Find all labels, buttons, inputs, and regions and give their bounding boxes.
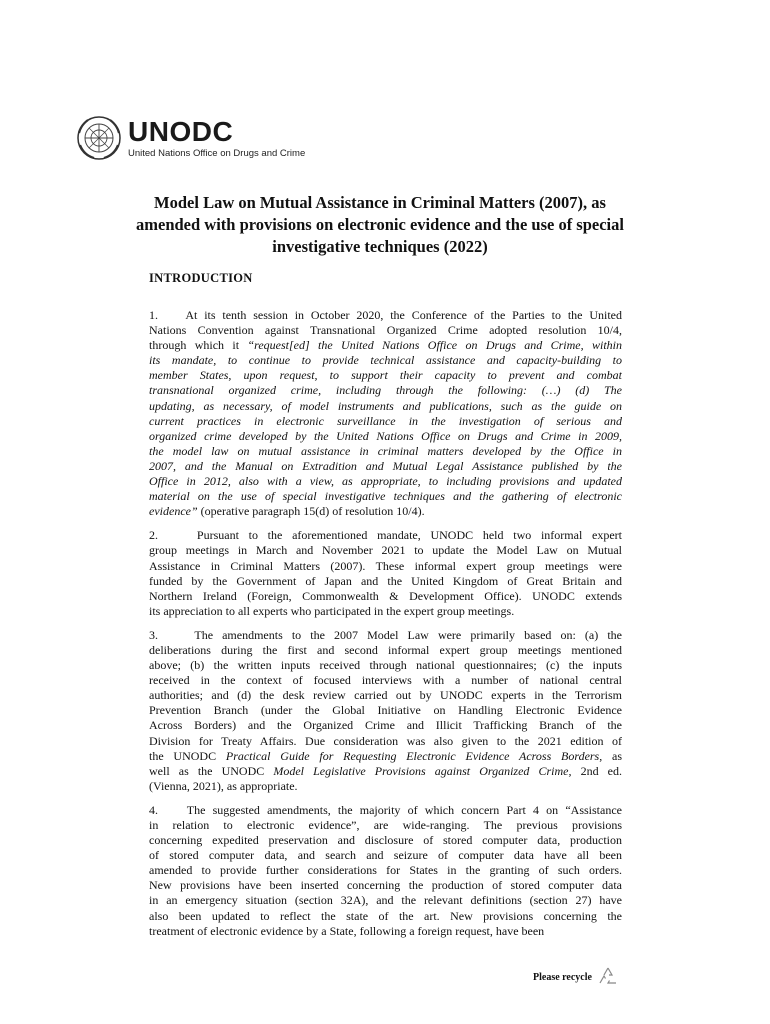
italic-segment: Office in 2012, also with a view, as appropriate, to including provisions and updated bbox=[149, 474, 622, 489]
text-line bbox=[149, 893, 622, 908]
text-line bbox=[149, 818, 622, 833]
text-segment: treatment of electronic evidence by a State, following a foreign request, have been bbox=[149, 923, 545, 938]
text-segment: also been updated to reflect the state of the art. New provisions concerning the bbox=[149, 908, 622, 923]
text-segment: in relation to electronic evidence”, are wide-ranging. The previous provisions bbox=[149, 818, 622, 832]
text-line bbox=[149, 703, 622, 718]
recycle-icon bbox=[596, 965, 620, 989]
italic-segment: transnational organized crime, including through the following: (…) (d) The bbox=[149, 383, 622, 398]
text-line bbox=[149, 589, 622, 604]
text-segment: group meetings in March and November 2021 to update the Model Law on Mutual bbox=[149, 543, 622, 558]
paragraph-3 bbox=[149, 628, 622, 794]
text-line bbox=[149, 878, 622, 893]
recycle-footer bbox=[533, 965, 620, 989]
text-line bbox=[149, 399, 622, 414]
text-segment: Assistance in Criminal Matters (2007). These informal expert group meetings were bbox=[149, 558, 622, 573]
paragraph-gap bbox=[149, 619, 622, 628]
text-segment: 1. At its tenth session in October 2020, the Conference of the Parties to the United bbox=[149, 308, 622, 322]
text-segment: of stored computer data, and search and seizure of computer data have all been bbox=[149, 848, 622, 863]
text-segment: amended to provide further considerations for States in the granting of such orders. bbox=[149, 863, 622, 878]
italic-segment: its mandate, to continue to provide technical assistance and capacity-building to bbox=[149, 353, 622, 368]
italic-segment: updating, as necessary, of model instruments and publications, such as the guide on bbox=[149, 398, 622, 413]
text-line bbox=[149, 628, 622, 643]
document-title bbox=[60, 192, 700, 258]
text-line bbox=[149, 429, 622, 444]
text-segment: Division for Treaty Affairs. Due consideration was also given to the 2021 edition of bbox=[149, 733, 622, 748]
text-line bbox=[149, 528, 622, 543]
text-line bbox=[149, 863, 622, 878]
text-segment: 3. The amendments to the 2007 Model Law were primarily based on: (a) the bbox=[149, 627, 622, 642]
text-segment: 4. The suggested amendments, the majority of which concern Part 4 on “Assistance bbox=[149, 802, 622, 817]
paragraph-gap bbox=[149, 519, 622, 528]
un-emblem-icon bbox=[76, 115, 122, 161]
text-line bbox=[149, 559, 622, 574]
text-line bbox=[149, 803, 622, 818]
text-line bbox=[149, 338, 622, 353]
text-segment: Prevention Branch (under the Global Initiative on Handling Electronic Evidence bbox=[149, 703, 622, 718]
italic-segment: Model Legislative Provisions against Organized Crime, bbox=[273, 763, 572, 778]
text-line bbox=[149, 643, 622, 658]
text-line bbox=[149, 383, 622, 398]
document-body bbox=[149, 308, 622, 939]
text-segment: in an emergency situation (section 32A), and the relevant definitions (section 27) have bbox=[149, 893, 622, 908]
italic-segment: the model law on mutual assistance in criminal matters developed by the Office in bbox=[149, 443, 622, 458]
text-segment: 2nd ed. bbox=[571, 763, 622, 778]
text-segment: authorities; and (d) the desk review carried out by UNODC experts in the Terrorism bbox=[149, 688, 622, 703]
text-segment: concerning expedited preservation and disclosure of stored computer data, production bbox=[149, 833, 622, 848]
text-segment: 2. Pursuant to the aforementioned mandate, UNODC held two informal expert bbox=[149, 528, 622, 543]
text-line bbox=[149, 749, 622, 764]
text-line bbox=[149, 688, 622, 703]
title-line: amended with provisions on electronic evidence and the use of special bbox=[136, 215, 624, 234]
text-segment: funded by the Government of Japan and the United Kingdom of Great Britain and bbox=[149, 573, 622, 588]
text-line bbox=[149, 368, 622, 383]
text-segment: deliberations during the first and second informal expert group meetings mentioned bbox=[149, 642, 622, 657]
text-line bbox=[149, 779, 622, 794]
text-segment: , as bbox=[599, 748, 622, 763]
unodc-logo bbox=[76, 115, 305, 161]
text-line bbox=[149, 718, 622, 733]
text-segment: well as the UNODC bbox=[149, 763, 274, 778]
text-segment: (Vienna, 2021), as appropriate. bbox=[149, 778, 298, 793]
italic-segment: evidence” bbox=[149, 504, 198, 519]
section-heading: INTRODUCTION bbox=[149, 271, 253, 285]
text-line bbox=[149, 658, 622, 673]
italic-segment: Practical Guide for Requesting Electronic Evidence Across Borders bbox=[225, 748, 600, 763]
text-segment: Northern Ireland (Foreign, Commonwealth & Development Office). UNODC extends bbox=[149, 588, 622, 603]
text-line bbox=[149, 489, 622, 504]
text-segment: Across Borders) and the Organized Crime and Illicit Trafficking Branch of the bbox=[149, 718, 622, 733]
text-line bbox=[149, 764, 622, 779]
text-segment: Nations Convention against Transnational Organized Crime adopted resolution 10/4, bbox=[149, 323, 622, 338]
text-line bbox=[149, 673, 622, 688]
italic-segment: material on the use of special investigative techniques and the gathering of electronic bbox=[149, 489, 622, 504]
text-line bbox=[149, 734, 622, 749]
text-line bbox=[149, 414, 622, 429]
paragraph-2 bbox=[149, 528, 622, 619]
text-line bbox=[149, 308, 622, 323]
text-line bbox=[149, 353, 622, 368]
logo-subtitle: United Nations Office on Drugs and Crime bbox=[128, 147, 306, 159]
recycle-text: Please recycle bbox=[533, 971, 592, 983]
text-segment: the UNODC bbox=[149, 748, 226, 763]
text-line bbox=[149, 474, 622, 489]
text-segment: its appreciation to all experts who participated in the expert group meetings. bbox=[149, 603, 515, 618]
paragraph-gap bbox=[149, 794, 622, 803]
text-segment: received in the context of focused interviews with a number of national central bbox=[149, 673, 622, 688]
paragraph-4 bbox=[149, 803, 622, 939]
text-line bbox=[149, 848, 622, 863]
text-line bbox=[149, 323, 622, 338]
text-line bbox=[149, 604, 622, 619]
text-line bbox=[149, 909, 622, 924]
paragraph-1 bbox=[149, 308, 622, 519]
text-line bbox=[149, 924, 622, 939]
italic-segment: 2007, and the Manual on Extradition and Mutual Legal Assistance published by the bbox=[149, 458, 622, 473]
logo-name: UNODC bbox=[128, 115, 234, 147]
italic-segment: organized crime developed by the United Nations Office on Drugs and Crime in 2009, bbox=[149, 428, 622, 443]
italic-segment: “request[ed] the United Nations Office on Drugs and Crime, within bbox=[247, 338, 622, 353]
text-segment: (operative paragraph 15(d) of resolution 10/4). bbox=[197, 504, 425, 519]
text-line bbox=[149, 444, 622, 459]
italic-segment: member States, upon request, to support their capacity to prevent and combat bbox=[149, 368, 622, 383]
italic-segment: current practices in electronic surveillance in the investigation of serious and bbox=[149, 413, 622, 428]
text-segment: above; (b) the written inputs received through national questionnaires; (c) the inputs bbox=[149, 658, 622, 673]
text-line bbox=[149, 543, 622, 558]
title-line: Model Law on Mutual Assistance in Criminal Matters (2007), as bbox=[154, 193, 606, 212]
text-segment: New provisions have been inserted concerning the production of stored computer data bbox=[149, 878, 622, 893]
text-line bbox=[149, 504, 622, 519]
title-line: investigative techniques (2022) bbox=[272, 237, 488, 256]
text-line bbox=[149, 459, 622, 474]
text-line bbox=[149, 833, 622, 848]
text-segment: through which it bbox=[149, 338, 248, 353]
text-line bbox=[149, 574, 622, 589]
